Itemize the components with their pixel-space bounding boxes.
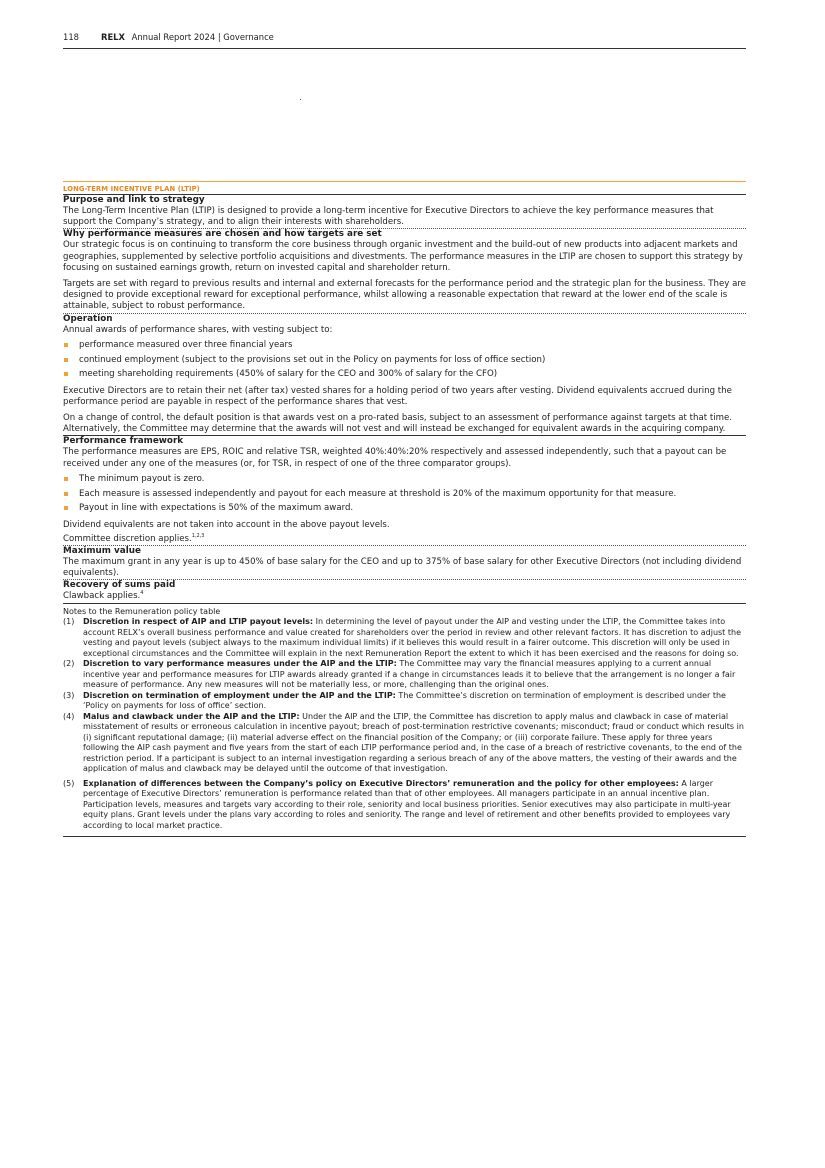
note-body: The Committee’s discretion on termination of employment is described under the ‘Policy on payments for loss of office’ section. xyxy=(83,690,726,711)
note-lead: Malus and clawback under the AIP and the LTIP: xyxy=(83,711,300,721)
maximum-text: The maximum grant in any year is up to 450% of base salary for the CEO and up to 375% of base salary for other Executive Directors (not including dividend equivalents). xyxy=(63,557,742,579)
note-number: (1) xyxy=(63,617,75,627)
note-item xyxy=(63,691,746,712)
note-item xyxy=(63,617,746,659)
list-item: Each measure is assessed independently and payout for each measure at threshold is 20% of the maximum opportunity for that measure. xyxy=(63,489,746,500)
framework-dividend: Dividend equivalents are not taken into account in the above payout levels. xyxy=(63,519,390,530)
list-item: Payout in line with expectations is 50% of the maximum award. xyxy=(63,503,746,514)
note-number: (5) xyxy=(63,778,75,788)
operation-intro: Annual awards of performance shares, with vesting subject to: xyxy=(63,324,333,335)
note-body: Under the AIP and the LTIP, the Committee has discretion to apply malus and clawback in case of material misstatement of results or erroneous calculation in incentive payout; breach of post-termination restrictive covenants; misconduct; fraud or conduct which results in (i) significant reputational damage; (ii) material adverse effect on the financial position of the Company; or (iii) corporate failure. These apply for three years following the AIP cash payment and five years from the start of each LTIP performance period and, in the case of a breach of restrictive covenants, to the end of the restriction period. If a participant is subject to an internal investigation regarding a serious breach of any of the above matters, the vesting of their awards and the application of malus and clawback may be delayed until the outcome of that investigation. xyxy=(83,711,744,774)
note-number: (3) xyxy=(63,690,75,700)
note-body: A larger percentage of Executive Directors’ remuneration is performance related than that of other employees. All managers participate in an annual incentive plan. Participation levels, measures and targets vary according to their role, seniority and local business priorities. Senior executives may also participate in multi-year equity plans. Grant levels under the plans vary according to roles and seniority. The range and level of retirement and other benefits provided to employees vary according to local market practice. xyxy=(83,778,731,830)
stray-dot xyxy=(300,99,301,100)
operation-heading: Operation xyxy=(63,313,113,324)
note-number: (4) xyxy=(63,711,75,721)
framework-bullets xyxy=(63,474,746,515)
list-item: performance measured over three financial years xyxy=(63,340,746,351)
framework-heading: Performance framework xyxy=(63,436,184,447)
list-item: meeting shareholding requirements (450% of salary for the CEO and 300% of salary for the CFO) xyxy=(63,369,746,380)
why-heading: Why performance measures are chosen and how targets are set xyxy=(63,229,382,240)
operation-bullets xyxy=(63,340,746,381)
note-lead: Discretion on termination of employment under the AIP and the LTIP: xyxy=(83,690,396,700)
why-paragraph-2: Targets are set with regard to previous results and internal and external forecasts for the performance period and the strategic plan for the business. They are designed to provide exceptional reward for exceptional performance, whilst allowing a reasonable expectation that reward at the lower end of the scale is attainable, subject to robust performance. xyxy=(63,279,746,312)
ltip-policy-table xyxy=(63,184,746,837)
section-top-rule xyxy=(63,181,746,182)
brand-name: RELX xyxy=(101,32,125,42)
operation-section xyxy=(63,313,746,436)
list-item: The minimum payout is zero. xyxy=(63,474,746,485)
discretion-refs: 1,2,3 xyxy=(191,532,205,539)
recovery-section xyxy=(63,579,746,602)
discretion-text: Committee discretion applies. xyxy=(63,533,192,544)
notes-bottom-rule xyxy=(63,836,746,837)
purpose-text: The Long-Term Incentive Plan (LTIP) is designed to provide a long-term incentive for Executive Directors to achieve the key performance measures that support the Company’s strategy, and to align their interests with shareholders. xyxy=(63,206,714,228)
purpose-heading: Purpose and link to strategy xyxy=(63,195,205,205)
note-text xyxy=(83,659,746,691)
framework-discretion xyxy=(63,534,746,545)
note-body: The Committee may vary the financial measures applying to a current annual incentive year and performance measures for LTIP awards already granted if a change in circumstances leads it to believe that the arrangement is no longer a fair measure of performance. Any new measures will not be materially less, or more, challenging than the original ones. xyxy=(83,659,736,690)
note-lead: Explanation of differences between the Company’s policy on Executive Directors’ remuneration and the policy for other employees: xyxy=(83,778,679,788)
notes-section xyxy=(63,603,746,838)
recovery-body: Clawback applies. xyxy=(63,591,141,602)
recovery-heading: Recovery of sums paid xyxy=(63,580,176,591)
note-number: (2) xyxy=(63,659,75,669)
maximum-heading: Maximum value xyxy=(63,546,141,557)
note-item xyxy=(63,712,746,775)
note-text xyxy=(83,691,746,712)
header-title: Annual Report 2024 | Governance xyxy=(131,32,274,42)
framework-section xyxy=(63,435,746,545)
operation-paragraph-2: On a change of control, the default position is that awards vest on a pro-rated basis, subject to an assessment of performance against targets at that time. Alternatively, the Committee may determine that the awards will not vest and will instead be exchanged for equivalent awards in the acquiring company. xyxy=(63,413,732,435)
why-paragraph-1: Our strategic focus is on continuing to transform the core business through organic investment and the build-out of new products into adjacent markets and geographies, supplemented by selective portfolio acquisitions and divestments. The performance measures in the LTIP are chosen to support this strategy by focusing on sustained earnings growth, return on invested capital and shareholder return. xyxy=(63,240,743,273)
note-lead: Discretion in respect of AIP and LTIP payout levels: xyxy=(83,617,314,627)
recovery-text xyxy=(63,591,746,602)
section-title: LONG-TERM INCENTIVE PLAN (LTIP) xyxy=(63,185,200,193)
note-text xyxy=(83,712,746,775)
note-item xyxy=(63,659,746,691)
maximum-section xyxy=(63,545,746,579)
header-divider xyxy=(63,48,746,49)
purpose-section xyxy=(63,194,746,228)
page-header xyxy=(63,32,746,42)
note-text xyxy=(83,617,746,659)
why-section xyxy=(63,228,746,312)
framework-intro: The performance measures are EPS, ROIC and relative TSR, weighted 40%:40%:20% respectively and assessed independently, such that a payout can be received under any one of the measures (or, for TSR, in respect of one of the three comparator groups). xyxy=(63,447,727,469)
operation-paragraph-1: Executive Directors are to retain their net (after tax) vested shares for a holding period of two years after vesting. Dividend equivalents accrued during the performance period are payable in respect of the performance shares that vest. xyxy=(63,385,732,407)
recovery-ref: 4 xyxy=(140,590,144,597)
list-item: continued employment (subject to the provisions set out in the Policy on payments for loss of office section) xyxy=(63,355,746,366)
note-body: In determining the level of payout under the AIP and vesting under the LTIP, the Committee takes into account RELX’s overall business performance and value created for shareholders over the period in review and other relevant factors. It has discretion to adjust the vesting and payout levels (subject always to the maximum individual limits) if it believes this would result in a fairer outcome. This discretion will only be used in exceptional circumstances and the Committee will explain in the next Remuneration Report the extent to which it has been exercised and the reasons for doing so. xyxy=(83,617,741,658)
note-text xyxy=(83,779,746,832)
note-lead: Discretion to vary performance measures under the AIP and the LTIP: xyxy=(83,659,397,669)
note-item xyxy=(63,779,746,832)
notes-title: Notes to the Remuneration policy table xyxy=(63,606,221,616)
page-number: 118 xyxy=(63,32,79,42)
